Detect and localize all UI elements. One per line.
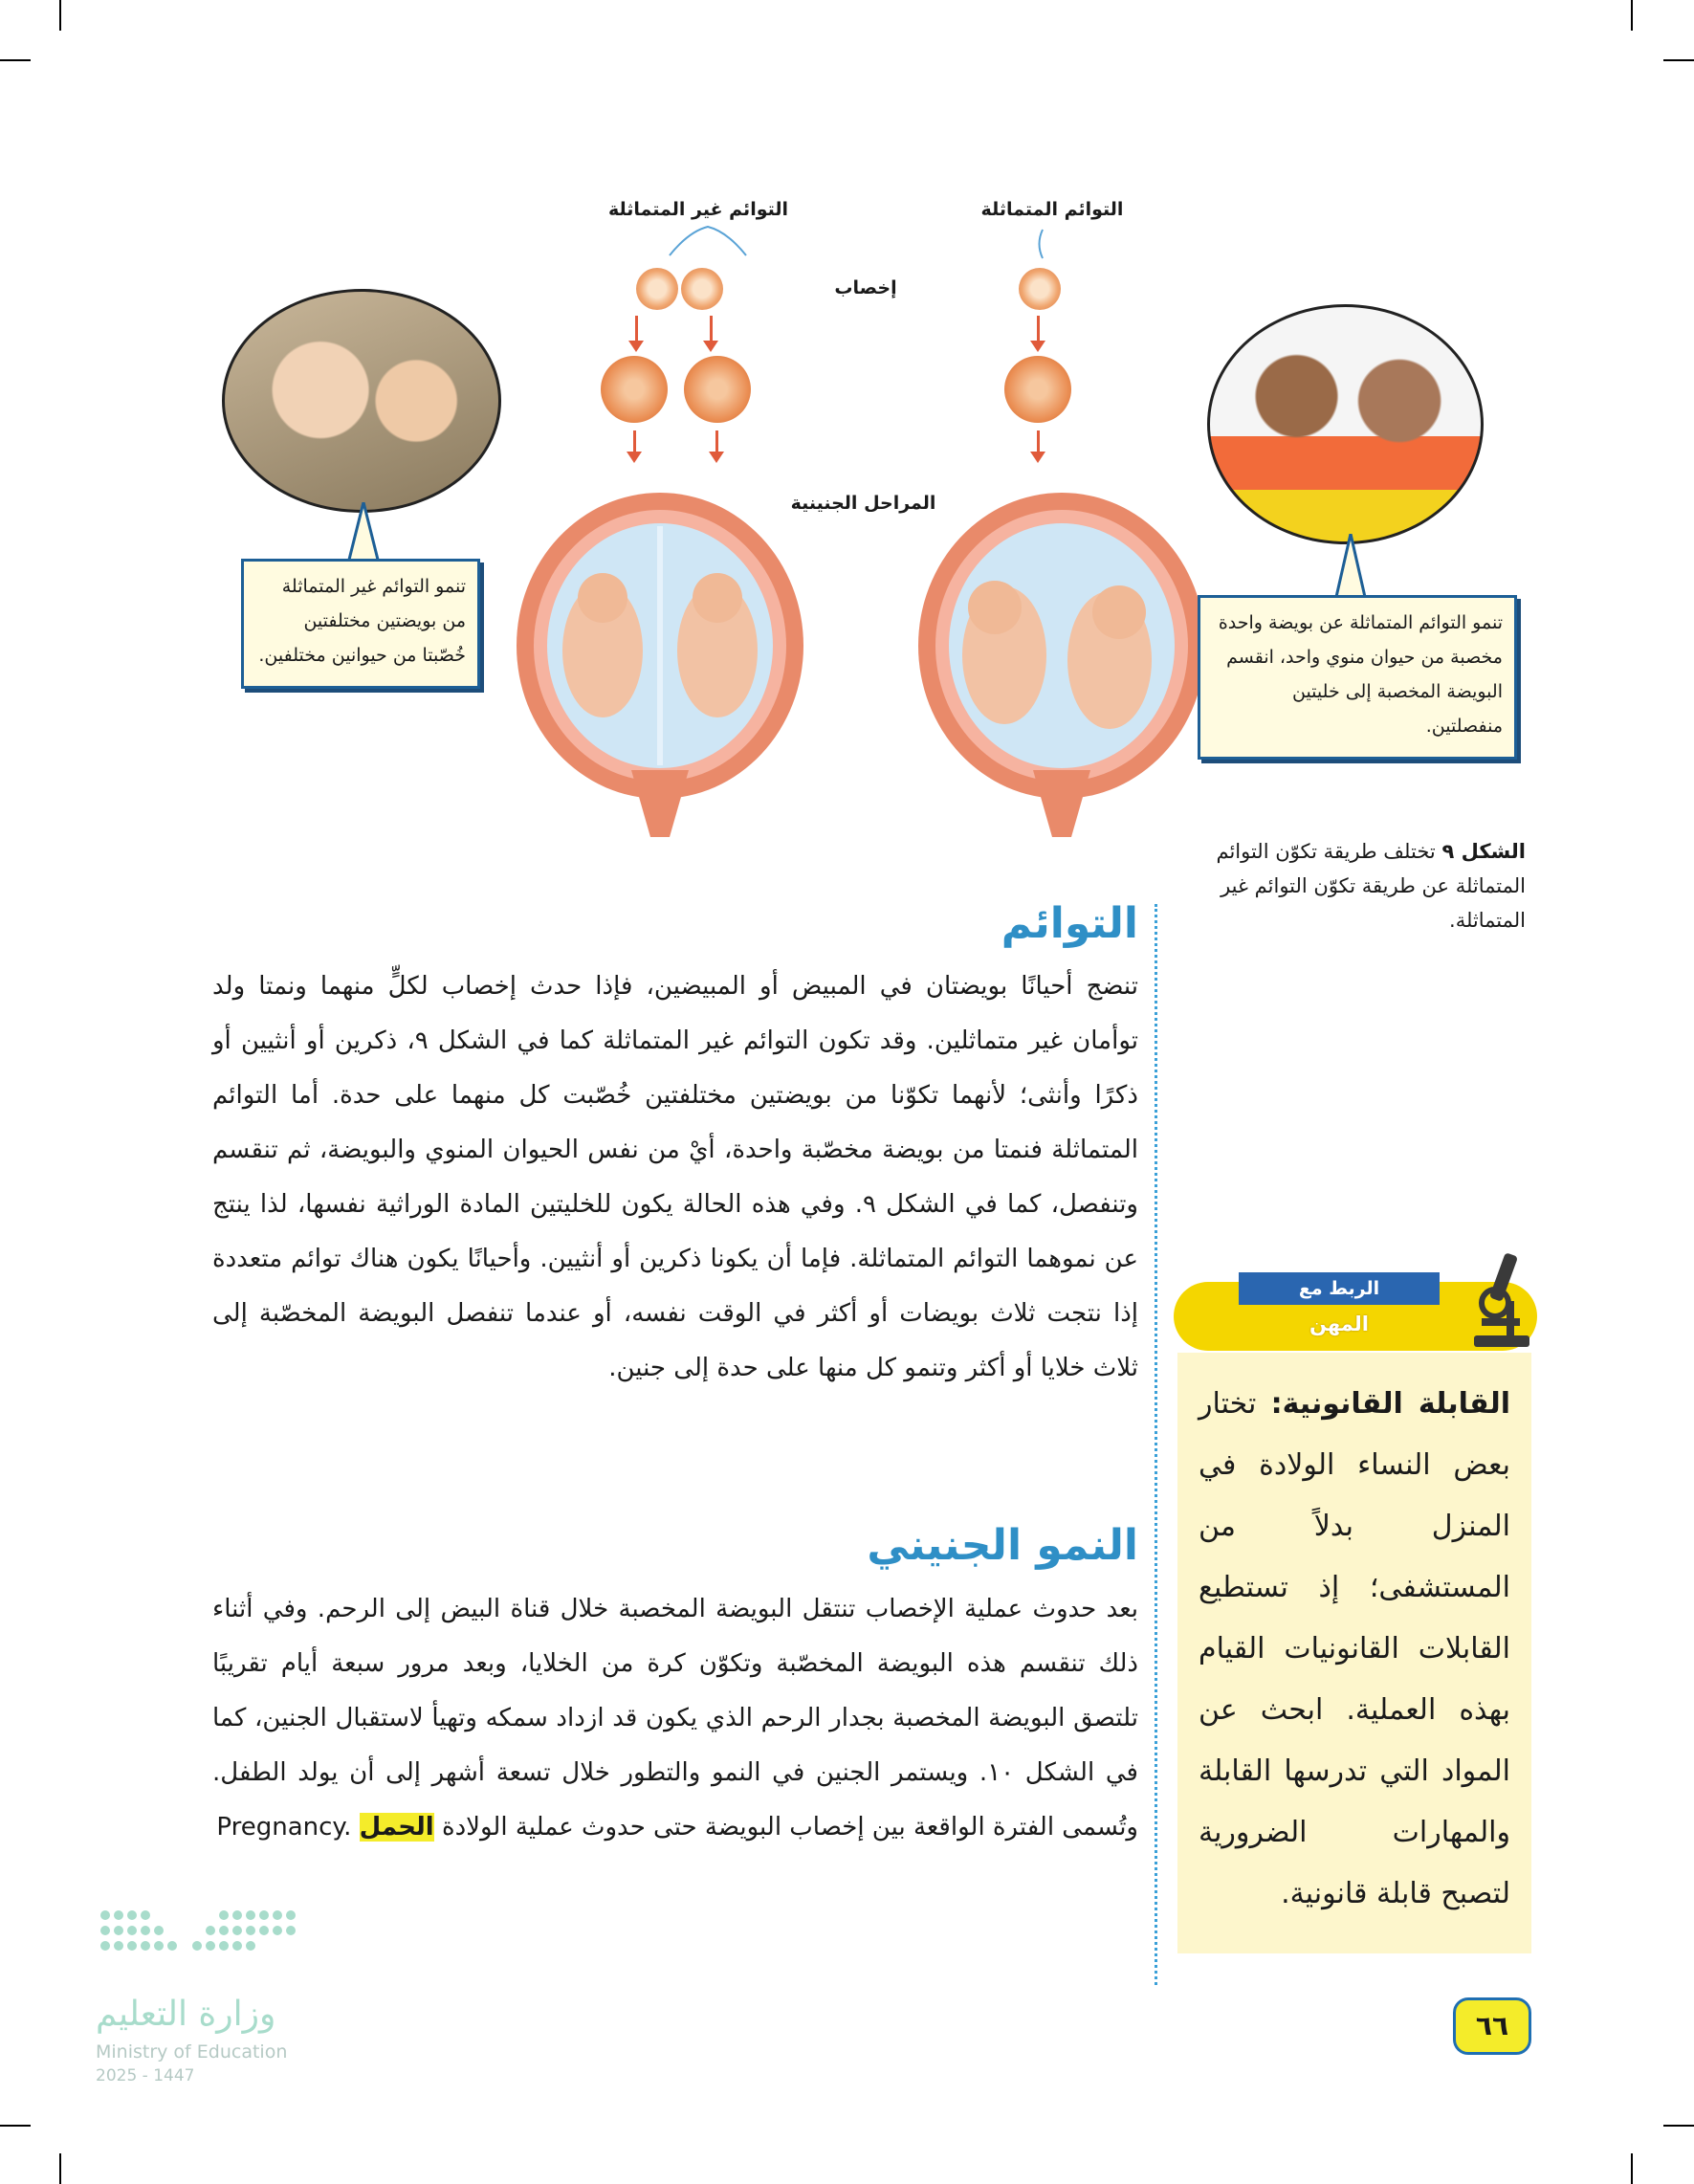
arrow-down-icon	[709, 452, 724, 463]
career-box	[1177, 1353, 1531, 1953]
fraternal-connector-icon	[650, 222, 775, 260]
crop-mark	[1631, 2153, 1633, 2184]
crop-mark	[0, 59, 31, 61]
callout-fraternal: تنمو التوائم غير المتماثلة من بويضتين مختلفتين خُصّبتا من حيوانين مختلفين.	[241, 559, 480, 689]
figure-caption-text: تختلف طريقة تكوّن التوائم المتماثلة عن طريقة تكوّن التوائم غير المتماثلة.	[1216, 840, 1526, 932]
uterus-fraternal-illustration	[507, 483, 813, 847]
ministry-year: 2025 - 1447	[96, 2066, 195, 2085]
fraternal-twins-photo	[222, 289, 501, 513]
section-heading-twins: التوائم	[1001, 899, 1138, 948]
arrow	[710, 316, 713, 342]
english-term-pregnancy: Pregnancy.	[216, 1813, 352, 1842]
identical-embryo-cells	[1004, 356, 1071, 423]
label-fraternal-twins: التوائم غير المتماثلة	[607, 199, 789, 220]
highlighted-term-pregnancy: الحمل	[359, 1813, 434, 1842]
arrow-down-icon	[1030, 341, 1045, 352]
page-number: ٦٦	[1453, 1997, 1531, 2055]
arrow	[635, 316, 638, 342]
uterus-identical-illustration	[909, 483, 1215, 847]
figure-caption	[1205, 834, 1526, 938]
callout-identical: تنمو التوائم المتماثلة عن بويضة واحدة مخصبة من حيوان منوي واحد، انقسم البويضة المخصبة إلى خليتين منفصلتين.	[1198, 595, 1517, 760]
crop-mark	[59, 2153, 61, 2184]
callout-pointer-icon	[344, 502, 383, 562]
section-heading-fetal-development: النمو الجنيني	[867, 1521, 1138, 1570]
identical-egg	[1019, 268, 1061, 310]
arrow	[633, 430, 636, 453]
crop-mark	[1663, 2125, 1694, 2127]
ministry-dots-logo-icon	[96, 1904, 306, 1971]
identical-connector-icon	[1028, 225, 1057, 263]
crop-mark	[0, 2125, 31, 2127]
callout-pointer-icon	[1331, 534, 1370, 599]
crop-mark	[1631, 0, 1633, 31]
fraternal-egg-1	[636, 268, 678, 310]
arrow-down-icon	[1030, 452, 1045, 463]
ministry-name-arabic: وزارة التعليم	[96, 1995, 276, 2034]
arrow	[1037, 430, 1040, 453]
figure-caption-label: الشكل ٩	[1441, 840, 1526, 863]
paragraph-twins: تنضج أحيانًا بويضتان في المبيض أو المبيضين، فإذا حدث إخصاب لكلٍّ منهما ونمتا ولد توأمان غير متماثلين. وقد تكون التوائم غير المتماثلة كما في الشكل ٩، ذكرين أو أنثيين أو ذكرًا وأنثى؛ لأنهما تكوّنا من بويضتين مختلفتين خُصّبت كل منهما على حدة. أما التوائم المتماثلة فنمتا من بويضة مخصّبة واحدة، أيْ من نفس الحيوان المنوي والبويضة، ثم تنقسم وتنفصل، كما في الشكل ٩. وفي هذه الحالة يكون للخليتين المادة الوراثية نفسها، لذا ينتج عن نموهما التوائم المتماثلة. فإما أن يكونا ذكرين أو أنثيين. وأحيانًا يكون هناك توائم متعددة إذا نتجت ثلاث بويضات أو أكثر في الوقت نفسه، أو عندما تنفصل البويضة المخصّبة إلى ثلاث خلايا أو أكثر وتنمو كل منها على حدة إلى جنين.	[212, 972, 1138, 1382]
fetal-paragraph-text: بعد حدوث عملية الإخصاب تنتقل البويضة المخصبة خلال قناة البيض إلى الرحم. وفي أثناء ذلك تنقسم هذه البويضة المخصّبة وتكوّن كرة من الخلايا، وبعد مرور سبعة أيام تقريبًا تلتصق البويضة المخصبة بجدار الرحم الذي يكون قد ازداد سمكه وتهيأ لاستقبال الجنين، كما في الشكل ١٠. ويستمر الجنين في النمو والتطور خلال تسعة أشهر إلى أن يولد الطفل. وتُسمى الفترة الواقعة بين إخصاب البويضة حتى حدوث عملية الولادة	[212, 1595, 1138, 1842]
arrow	[1037, 316, 1040, 342]
label-fertilization: إخصاب	[834, 277, 897, 298]
identical-twins-photo	[1207, 304, 1484, 544]
career-body: تختار بعض النساء الولادة في المنزل بدلاً من المستشفى؛ إذ تستطيع القابلات القانونيات القيام بهذه العملية. ابحث عن المواد التي تدرسها القابلة والمهارات الضرورية لتصبح قابلة قانونية.	[1199, 1387, 1510, 1910]
column-divider	[1155, 904, 1157, 1985]
ministry-name-english: Ministry of Education	[96, 2041, 288, 2063]
label-identical-twins: التوائم المتماثلة	[980, 199, 1124, 220]
arrow-down-icon	[627, 452, 642, 463]
career-badge-top: الربط مع	[1239, 1272, 1440, 1305]
arrow-down-icon	[703, 341, 718, 352]
career-badge-bottom: المهن	[1309, 1313, 1369, 1335]
career-title: القابلة القانونية:	[1270, 1387, 1510, 1421]
fraternal-embryo-cells-2	[684, 356, 751, 423]
fraternal-egg-2	[681, 268, 723, 310]
microscope-icon	[1468, 1244, 1535, 1351]
crop-mark	[59, 0, 61, 31]
paragraph-fetal-development	[212, 1582, 1138, 1855]
arrow-down-icon	[628, 341, 644, 352]
label-embryonic-stages: المراحل الجنينية	[790, 493, 936, 514]
crop-mark	[1663, 59, 1694, 61]
fraternal-embryo-cells-1	[601, 356, 668, 423]
arrow	[715, 430, 718, 453]
